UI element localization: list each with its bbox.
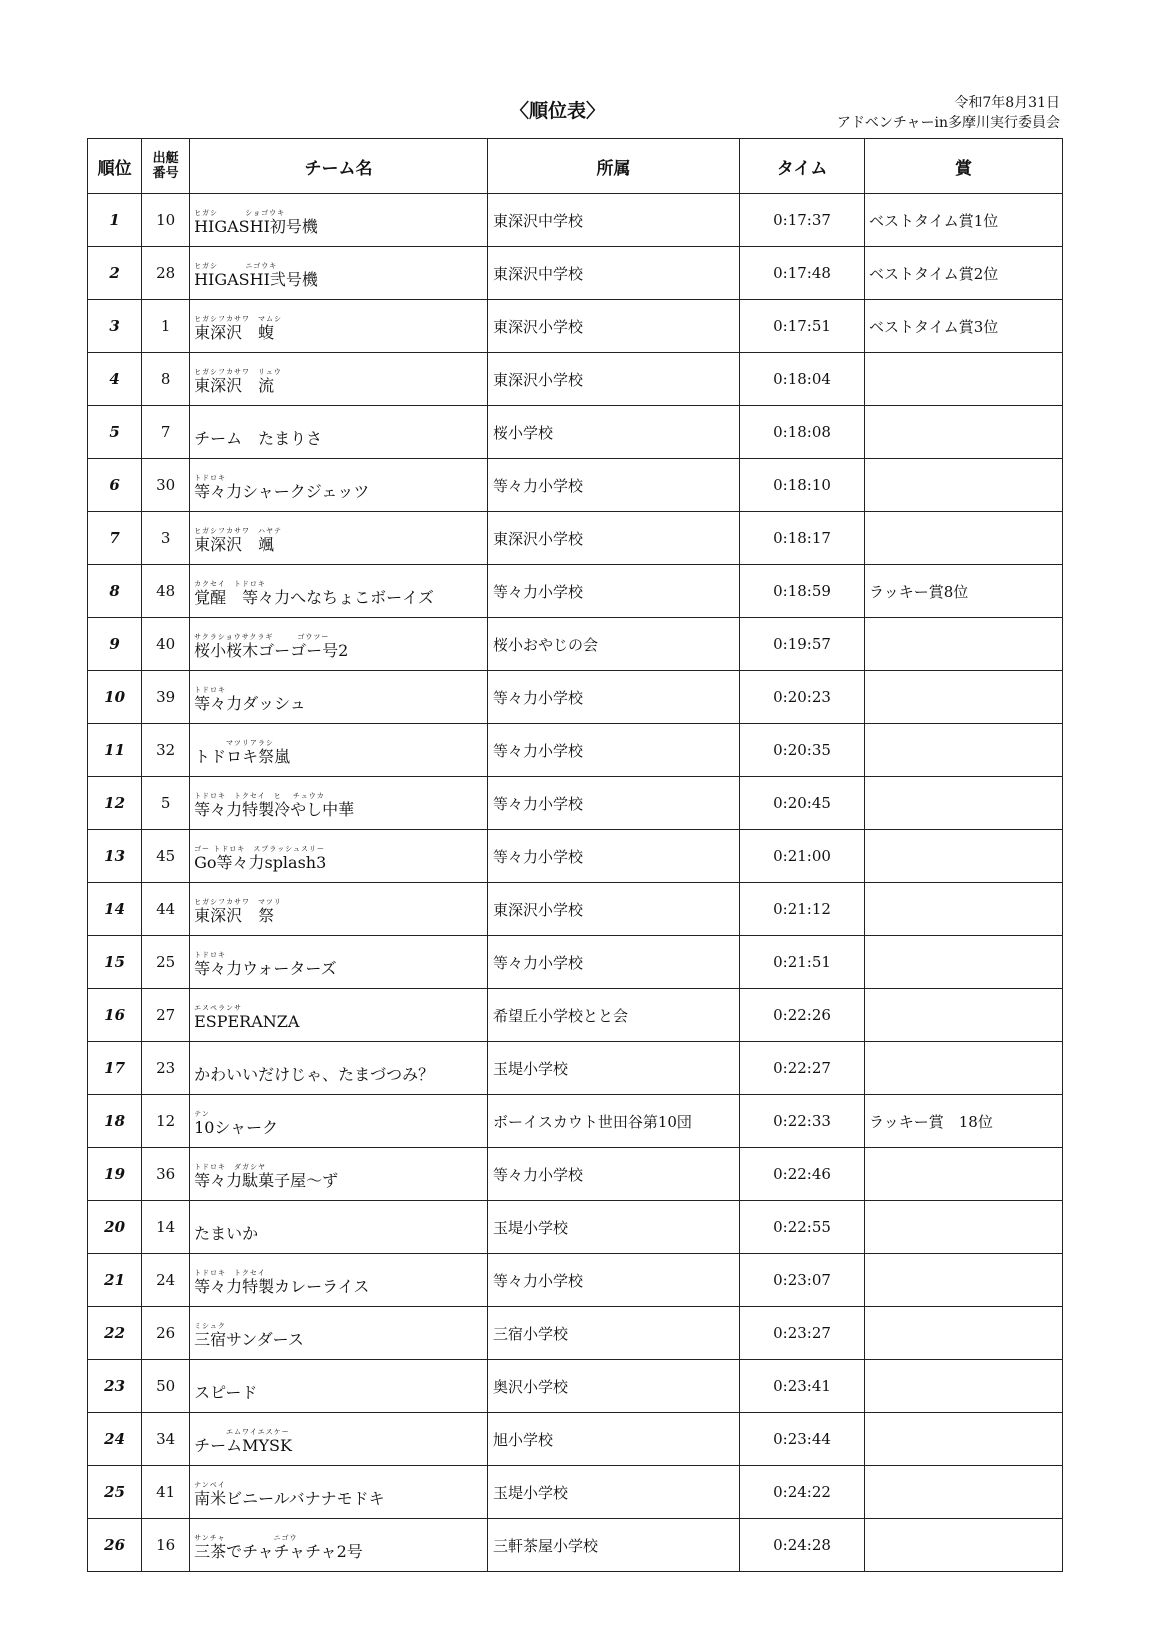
- page-title: 〈順位表〉: [510, 100, 606, 122]
- team-cell: [190, 1519, 488, 1572]
- award-cell: ラッキー賞 18位: [865, 1095, 1063, 1148]
- rank-cell: 20: [88, 1201, 142, 1254]
- table-row: [88, 1095, 1063, 1148]
- affiliation-cell: 桜小学校: [487, 406, 739, 459]
- team-cell: [190, 618, 488, 671]
- team-cell: [190, 1042, 488, 1095]
- award-cell: [865, 1360, 1063, 1413]
- team-name: 等々力ダッシュ: [194, 694, 306, 714]
- affiliation-cell: 三宿小学校: [487, 1307, 739, 1360]
- award-cell: [865, 512, 1063, 565]
- team-cell: [190, 300, 488, 353]
- entry-number-cell: 8: [142, 353, 190, 406]
- team-name: 等々力特製冷やし中華: [194, 800, 355, 820]
- team-cell: [190, 936, 488, 989]
- time-cell: 0:23:27: [740, 1307, 865, 1360]
- team-name: かわいいだけじゃ、たまづつみ？: [194, 1065, 435, 1085]
- time-cell: 0:20:23: [740, 671, 865, 724]
- team-name: 三茶でチャチャチャ2号: [194, 1542, 363, 1562]
- award-cell: [865, 406, 1063, 459]
- time-cell: 0:21:12: [740, 883, 865, 936]
- team-cell: [190, 512, 488, 565]
- table-row: [88, 1413, 1063, 1466]
- team-cell: [190, 1148, 488, 1201]
- table-row: [88, 618, 1063, 671]
- entry-number-cell: 16: [142, 1519, 190, 1572]
- time-cell: 0:22:55: [740, 1201, 865, 1254]
- award-cell: [865, 1201, 1063, 1254]
- award-cell: [865, 671, 1063, 724]
- col-header-entry-line2: 番号: [152, 166, 179, 181]
- team-name: HIGASHI初号機: [194, 217, 318, 237]
- team-ruby: ミシュク: [194, 1322, 226, 1331]
- team-ruby: ヒガシフカサワ ハヤテ: [194, 527, 282, 536]
- team-ruby: ヒガシ ニゴウキ: [194, 262, 278, 271]
- affiliation-cell: 玉堤小学校: [487, 1042, 739, 1095]
- time-cell: 0:17:37: [740, 194, 865, 247]
- team-name: 東深沢 流: [194, 376, 275, 396]
- team-name: たまいか: [194, 1224, 259, 1244]
- table-row: [88, 671, 1063, 724]
- affiliation-cell: 等々力小学校: [487, 671, 739, 724]
- affiliation-cell: 玉堤小学校: [487, 1201, 739, 1254]
- table-header-row: [88, 139, 1063, 194]
- team-name: 東深沢 祭: [194, 906, 275, 926]
- team-name: 東深沢 蝮: [194, 323, 275, 343]
- table-row: [88, 1466, 1063, 1519]
- award-cell: [865, 883, 1063, 936]
- award-cell: ベストタイム賞3位: [865, 300, 1063, 353]
- award-cell: [865, 1466, 1063, 1519]
- time-cell: 0:22:26: [740, 989, 865, 1042]
- table-row: [88, 459, 1063, 512]
- team-cell: [190, 671, 488, 724]
- time-cell: 0:20:45: [740, 777, 865, 830]
- table-row: [88, 1042, 1063, 1095]
- rank-cell: 14: [88, 883, 142, 936]
- organizer-name: アドベンチャーin多摩川実行委員会: [836, 115, 1060, 131]
- table-body: [88, 194, 1063, 1572]
- team-name: 等々力特製カレーライス: [194, 1277, 370, 1297]
- affiliation-cell: 等々力小学校: [487, 777, 739, 830]
- team-ruby: サンチャ ニゴウ: [194, 1534, 298, 1543]
- table-row: [88, 936, 1063, 989]
- team-cell: [190, 565, 488, 618]
- time-cell: 0:18:08: [740, 406, 865, 459]
- time-cell: 0:22:46: [740, 1148, 865, 1201]
- rank-cell: 21: [88, 1254, 142, 1307]
- col-header-time: タイム: [740, 139, 865, 194]
- team-cell: [190, 1095, 488, 1148]
- team-name: Go等々力splash3: [194, 853, 327, 873]
- entry-number-cell: 5: [142, 777, 190, 830]
- rank-cell: 6: [88, 459, 142, 512]
- time-cell: 0:21:00: [740, 830, 865, 883]
- affiliation-cell: 東深沢小学校: [487, 512, 739, 565]
- affiliation-cell: 等々力小学校: [487, 1254, 739, 1307]
- time-cell: 0:18:17: [740, 512, 865, 565]
- team-cell: [190, 1413, 488, 1466]
- affiliation-cell: 旭小学校: [487, 1413, 739, 1466]
- entry-number-cell: 41: [142, 1466, 190, 1519]
- team-cell: [190, 406, 488, 459]
- rank-cell: 13: [88, 830, 142, 883]
- col-header-team: チーム名: [190, 139, 488, 194]
- time-cell: 0:17:51: [740, 300, 865, 353]
- team-cell: [190, 1360, 488, 1413]
- team-cell: [190, 353, 488, 406]
- entry-number-cell: 50: [142, 1360, 190, 1413]
- team-name: 等々力シャークジェッツ: [194, 482, 370, 502]
- entry-number-cell: 36: [142, 1148, 190, 1201]
- table-row: [88, 406, 1063, 459]
- entry-number-cell: 44: [142, 883, 190, 936]
- team-cell: [190, 777, 488, 830]
- rank-cell: 23: [88, 1360, 142, 1413]
- team-ruby: ゴー トドロキ スプラッシュスリー: [194, 845, 326, 854]
- award-cell: [865, 936, 1063, 989]
- team-cell: [190, 194, 488, 247]
- time-cell: 0:23:44: [740, 1413, 865, 1466]
- award-cell: [865, 1254, 1063, 1307]
- time-cell: 0:17:48: [740, 247, 865, 300]
- time-cell: 0:23:07: [740, 1254, 865, 1307]
- team-name: 等々力ウォーターズ: [194, 959, 337, 979]
- entry-number-cell: 45: [142, 830, 190, 883]
- col-header-award: 賞: [865, 139, 1063, 194]
- team-cell: [190, 1466, 488, 1519]
- entry-number-cell: 3: [142, 512, 190, 565]
- table-row: [88, 512, 1063, 565]
- team-ruby: エムワイエスケー: [194, 1428, 290, 1437]
- affiliation-cell: 三軒茶屋小学校: [487, 1519, 739, 1572]
- time-cell: 0:24:22: [740, 1466, 865, 1519]
- entry-number-cell: 14: [142, 1201, 190, 1254]
- affiliation-cell: 等々力小学校: [487, 936, 739, 989]
- document-date: 令和7年8月31日: [954, 95, 1060, 111]
- team-name: スピード: [194, 1383, 258, 1403]
- award-cell: [865, 724, 1063, 777]
- affiliation-cell: 東深沢小学校: [487, 300, 739, 353]
- rank-cell: 5: [88, 406, 142, 459]
- entry-number-cell: 28: [142, 247, 190, 300]
- time-cell: 0:24:28: [740, 1519, 865, 1572]
- rank-cell: 1: [88, 194, 142, 247]
- entry-number-cell: 39: [142, 671, 190, 724]
- team-cell: [190, 1307, 488, 1360]
- table-row: [88, 1307, 1063, 1360]
- col-header-affiliation: 所属: [487, 139, 739, 194]
- award-cell: [865, 353, 1063, 406]
- team-cell: [190, 989, 488, 1042]
- ranking-table: [87, 138, 1063, 1572]
- affiliation-cell: 希望丘小学校とと会: [487, 989, 739, 1042]
- entry-number-cell: 12: [142, 1095, 190, 1148]
- time-cell: 0:18:59: [740, 565, 865, 618]
- team-ruby: カクセイ トドロキ: [194, 580, 266, 589]
- award-cell: ラッキー賞8位: [865, 565, 1063, 618]
- award-cell: [865, 989, 1063, 1042]
- affiliation-cell: ボーイスカウト世田谷第10団: [487, 1095, 739, 1148]
- entry-number-cell: 1: [142, 300, 190, 353]
- team-ruby: ヒガシフカサワ マツリ: [194, 898, 282, 907]
- award-cell: [865, 1307, 1063, 1360]
- affiliation-cell: 東深沢中学校: [487, 247, 739, 300]
- time-cell: 0:22:33: [740, 1095, 865, 1148]
- team-ruby: マツリアラシ: [194, 739, 274, 748]
- entry-number-cell: 27: [142, 989, 190, 1042]
- team-name: 桜小桜木ゴーゴー号2: [194, 641, 349, 661]
- rank-cell: 2: [88, 247, 142, 300]
- award-cell: ベストタイム賞2位: [865, 247, 1063, 300]
- affiliation-cell: 桜小おやじの会: [487, 618, 739, 671]
- entry-number-cell: 23: [142, 1042, 190, 1095]
- team-name: 南米ビニールバナナモドキ: [194, 1489, 385, 1509]
- table-row: [88, 1148, 1063, 1201]
- affiliation-cell: 玉堤小学校: [487, 1466, 739, 1519]
- team-name: 東深沢 颯: [194, 535, 275, 555]
- affiliation-cell: 等々力小学校: [487, 459, 739, 512]
- team-name: 覚醒 等々力へなちょこボーイズ: [194, 588, 434, 608]
- team-name: 三宿サンダース: [194, 1330, 304, 1350]
- team-name: HIGASHI弐号機: [194, 270, 318, 290]
- award-cell: [865, 830, 1063, 883]
- team-name: チームMYSK: [194, 1436, 292, 1456]
- team-name: 10シャーク: [194, 1118, 279, 1138]
- rank-cell: 7: [88, 512, 142, 565]
- award-cell: [865, 1519, 1063, 1572]
- col-header-rank: 順位: [88, 139, 142, 194]
- team-ruby: ヒガシフカサワ リュウ: [194, 368, 282, 377]
- affiliation-cell: 等々力小学校: [487, 1148, 739, 1201]
- table-row: [88, 247, 1063, 300]
- rank-cell: 11: [88, 724, 142, 777]
- team-name: トドロキ祭嵐: [194, 747, 291, 767]
- entry-number-cell: 25: [142, 936, 190, 989]
- table-row: [88, 194, 1063, 247]
- table-row: [88, 565, 1063, 618]
- team-ruby: ナンベイ: [194, 1481, 226, 1490]
- award-cell: ベストタイム賞1位: [865, 194, 1063, 247]
- team-name: ESPERANZA: [194, 1012, 300, 1032]
- table-row: [88, 1360, 1063, 1413]
- affiliation-cell: 等々力小学校: [487, 830, 739, 883]
- time-cell: 0:18:04: [740, 353, 865, 406]
- affiliation-cell: 東深沢中学校: [487, 194, 739, 247]
- time-cell: 0:21:51: [740, 936, 865, 989]
- rank-cell: 10: [88, 671, 142, 724]
- col-header-entry-number: [142, 139, 190, 194]
- rank-cell: 22: [88, 1307, 142, 1360]
- award-cell: [865, 1413, 1063, 1466]
- time-cell: 0:19:57: [740, 618, 865, 671]
- table-row: [88, 830, 1063, 883]
- rank-cell: 12: [88, 777, 142, 830]
- rank-cell: 4: [88, 353, 142, 406]
- table-row: [88, 1201, 1063, 1254]
- time-cell: 0:20:35: [740, 724, 865, 777]
- affiliation-cell: 東深沢小学校: [487, 883, 739, 936]
- team-ruby: トドロキ: [194, 951, 227, 960]
- table-row: [88, 777, 1063, 830]
- team-ruby: テン: [194, 1110, 210, 1119]
- col-header-entry-line1: 出艇: [152, 151, 179, 166]
- affiliation-cell: 等々力小学校: [487, 565, 739, 618]
- award-cell: [865, 618, 1063, 671]
- table-row: [88, 989, 1063, 1042]
- table-row: [88, 724, 1063, 777]
- award-cell: [865, 459, 1063, 512]
- team-ruby: エスペランサ: [194, 1004, 243, 1013]
- table-row: [88, 353, 1063, 406]
- team-ruby: サクラショウサクラギ ゴウツー: [194, 633, 330, 642]
- award-cell: [865, 1042, 1063, 1095]
- affiliation-cell: 東深沢小学校: [487, 353, 739, 406]
- team-cell: [190, 1254, 488, 1307]
- team-cell: [190, 459, 488, 512]
- rank-cell: 9: [88, 618, 142, 671]
- team-ruby: ヒガシフカサワ マムシ: [194, 315, 282, 324]
- team-ruby: トドロキ: [194, 686, 227, 695]
- team-cell: [190, 1201, 488, 1254]
- entry-number-cell: 40: [142, 618, 190, 671]
- entry-number-cell: 30: [142, 459, 190, 512]
- entry-number-cell: 32: [142, 724, 190, 777]
- entry-number-cell: 10: [142, 194, 190, 247]
- team-ruby: ヒガシ ショゴウキ: [194, 209, 286, 218]
- table-row: [88, 300, 1063, 353]
- entry-number-cell: 24: [142, 1254, 190, 1307]
- team-name: 等々力駄菓子屋～ず: [194, 1171, 339, 1191]
- rank-cell: 18: [88, 1095, 142, 1148]
- affiliation-cell: 等々力小学校: [487, 724, 739, 777]
- team-ruby: トドロキ ダガシヤ: [194, 1163, 267, 1172]
- team-cell: [190, 247, 488, 300]
- time-cell: 0:22:27: [740, 1042, 865, 1095]
- rank-cell: 24: [88, 1413, 142, 1466]
- table-row: [88, 1254, 1063, 1307]
- team-ruby: トドロキ: [194, 474, 227, 483]
- rank-cell: 25: [88, 1466, 142, 1519]
- entry-number-cell: 26: [142, 1307, 190, 1360]
- rank-cell: 19: [88, 1148, 142, 1201]
- team-ruby: トドロキ トクセイ ヒ チュウカ: [194, 792, 325, 801]
- team-name: チーム たまりさ: [194, 429, 323, 449]
- rank-cell: 15: [88, 936, 142, 989]
- entry-number-cell: 48: [142, 565, 190, 618]
- entry-number-cell: 34: [142, 1413, 190, 1466]
- time-cell: 0:18:10: [740, 459, 865, 512]
- team-cell: [190, 883, 488, 936]
- rank-cell: 26: [88, 1519, 142, 1572]
- table-row: [88, 883, 1063, 936]
- team-cell: [190, 830, 488, 883]
- rank-cell: 8: [88, 565, 142, 618]
- award-cell: [865, 777, 1063, 830]
- affiliation-cell: 奥沢小学校: [487, 1360, 739, 1413]
- team-ruby: トドロキ トクセイ: [194, 1269, 266, 1278]
- team-cell: [190, 724, 488, 777]
- rank-cell: 17: [88, 1042, 142, 1095]
- time-cell: 0:23:41: [740, 1360, 865, 1413]
- rank-cell: 3: [88, 300, 142, 353]
- award-cell: [865, 1148, 1063, 1201]
- table-row: [88, 1519, 1063, 1572]
- rank-cell: 16: [88, 989, 142, 1042]
- entry-number-cell: 7: [142, 406, 190, 459]
